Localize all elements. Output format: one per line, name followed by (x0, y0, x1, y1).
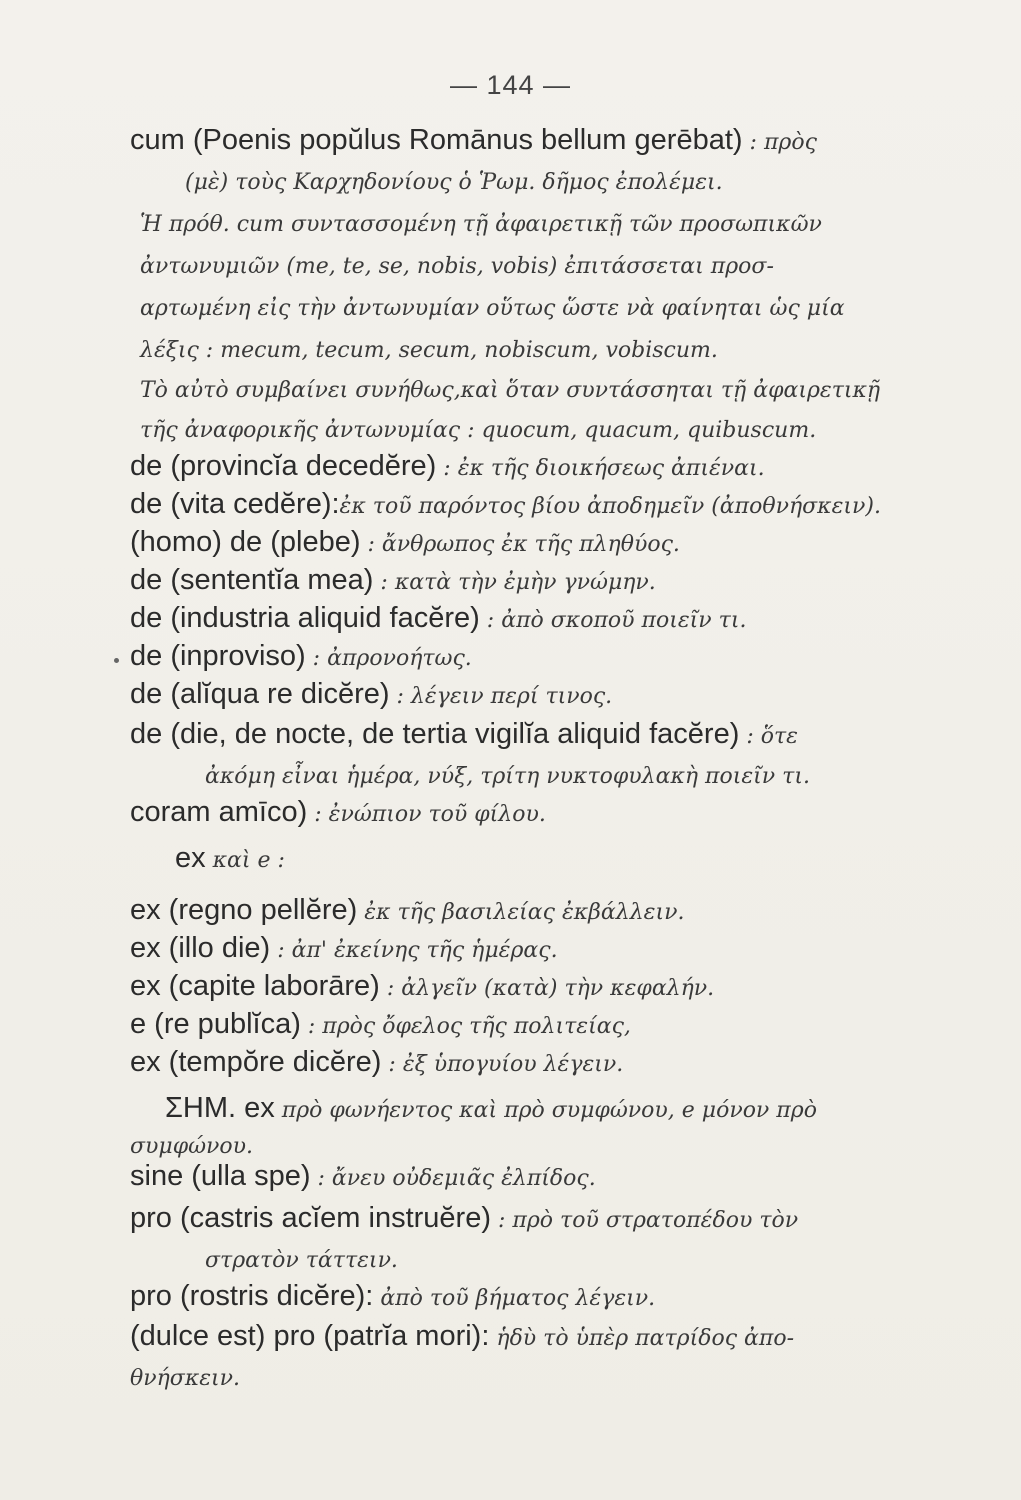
text-line (130, 1158, 596, 1197)
greek-translation: θνήσκειν. (130, 1366, 241, 1391)
greek-translation: : ἐξ ὑπογυίου λέγειν. (381, 1052, 624, 1077)
greek-translation: : πρὸς ὄφελος τῆς πολιτείας, (300, 1014, 631, 1039)
greek-text: Ἡ πρόθ. cum συντασσομένη τῇ ἀφαιρετικῇ τῶν προσωπικῶν (140, 212, 822, 237)
text-line (130, 1278, 655, 1317)
page-number: — 144 — (449, 70, 572, 100)
text-line (140, 370, 880, 409)
text-line (130, 524, 680, 563)
latin-phrase: ex (tempŏre dicĕre) (130, 1046, 382, 1078)
text-line (205, 1240, 398, 1279)
text-line (130, 1006, 631, 1045)
text-line (130, 794, 546, 833)
latin-phrase: de (sententĭa mea) (130, 564, 374, 596)
greek-translation: ἡδὺ τὸ ὑπὲρ πατρίδος ἀπο- (489, 1326, 794, 1351)
greek-translation: : ἀλγεῖν (κατὰ) τὴν κεφαλήν. (379, 976, 715, 1001)
greek-translation: : πρὸς (742, 130, 817, 155)
text-line (140, 288, 845, 327)
text-line (205, 756, 810, 795)
greek-translation: συμφώνου. (130, 1134, 254, 1159)
text-line (130, 676, 612, 715)
latin-phrase: de (industria aliquid facĕre) (130, 602, 480, 634)
greek-translation: : ἀπὸ σκοποῦ ποιεῖν τι. (479, 608, 747, 633)
greek-text: ἀντωνυμιῶν (me, te, se, nobis, vobis) ἐπιτάσσεται προσ- (140, 254, 774, 279)
greek-translation: στρατὸν τάττειν. (205, 1248, 398, 1273)
text-line (130, 968, 714, 1007)
text-line (130, 122, 817, 161)
latin-phrase: ex (capite laborāre) (130, 970, 380, 1002)
greek-translation: : ἀπ' ἐκείνης τῆς ἡμέρας. (270, 938, 558, 963)
greek-translation: : λέγειν περί τινος. (389, 684, 613, 709)
greek-translation: πρὸ φωνήεντος καὶ πρὸ συμφώνου, e μόνον πρὸ (274, 1098, 817, 1123)
greek-translation: : ἄνθρωπος ἐκ τῆς πληθύος. (360, 532, 680, 557)
text-line (130, 448, 765, 487)
greek-text: αρτωμένη εἰς τὴν ἀντωνυμίαν οὕτως ὥστε νὰ φαίνηται ὡς μία (140, 296, 845, 321)
greek-translation: (μὲ) τοὺς Καρχηδονίους ὁ Ῥωμ. δῆμος ἐπολέμει. (185, 170, 723, 195)
greek-translation: : ἐνώπιον τοῦ φίλου. (307, 802, 546, 827)
greek-translation: : ἐκ τῆς διοικήσεως ἀπιέναι. (436, 456, 765, 481)
text-line (130, 1358, 240, 1397)
greek-translation: : ὅτε (739, 724, 798, 749)
section-heading (175, 840, 285, 879)
text-line (140, 204, 822, 243)
greek-translation: : κατὰ τὴν ἐμὴν γνώμην. (373, 570, 656, 595)
latin-phrase: ΣΗΜ. ex (165, 1092, 275, 1124)
greek-translation: : πρὸ τοῦ στρατοπέδου τὸν (491, 1208, 799, 1233)
latin-phrase: de (vita cedĕre): (130, 488, 340, 520)
text-line (140, 330, 718, 369)
latin-phrase: de (inproviso) (130, 640, 306, 672)
greek-translation: : ἄνευ οὐδεμιᾶς ἐλπίδος. (310, 1166, 596, 1191)
text-line (130, 930, 558, 969)
text-line (130, 1044, 623, 1083)
latin-phrase: (dulce est) pro (patrĭa mori): (130, 1320, 490, 1352)
greek-translation: ἀκόμη εἶναι ἡμέρα, νύξ, τρίτη νυκτοφυλακὴ ποιεῖν τι. (205, 764, 810, 789)
text-line (140, 246, 774, 285)
latin-phrase: pro (castris acĭem instruĕre) (130, 1202, 491, 1234)
greek-text: Τὸ αὐτὸ συμβαίνει συνήθως,καὶ ὅταν συντάσσηται τῇ ἀφαιρετικῇ (140, 378, 881, 403)
text-line (140, 410, 816, 449)
text-line (130, 716, 798, 755)
latin-phrase: e (re publĭca) (130, 1008, 301, 1040)
text-line (130, 600, 746, 639)
text-line (130, 892, 684, 931)
greek-translation: ἐκ τῆς βασιλείας ἐκβάλλειν. (357, 900, 685, 925)
greek-translation: καὶ e : (205, 848, 285, 873)
greek-text: τῆς ἀναφορικῆς ἀντωνυμίας : quocum, quacum, quibuscum. (140, 418, 817, 443)
greek-text: λέξις : mecum, tecum, secum, nobiscum, vobiscum. (140, 338, 718, 363)
greek-translation: ἀπὸ τοῦ βήματος λέγειν. (373, 1286, 656, 1311)
latin-phrase: de (alĭqua re dicĕre) (130, 678, 390, 710)
latin-phrase: pro (rostris dicĕre): (130, 1280, 374, 1312)
text-line (130, 1318, 794, 1357)
text-line (130, 486, 881, 525)
latin-phrase: (homo) de (plebe) (130, 526, 361, 558)
text-line (130, 562, 656, 601)
note-line (165, 1090, 817, 1129)
latin-phrase: cum (Poenis popŭlus Romānus bellum gerēbat) (130, 124, 743, 156)
latin-phrase: de (provincĭa decedĕre) (130, 450, 437, 482)
text-line (185, 162, 723, 201)
greek-translation: ἐκ τοῦ παρόντος βίου ἀποδημεῖν (ἀποθνήσκειν). (339, 494, 881, 519)
latin-phrase: coram amīco) (130, 796, 308, 828)
latin-phrase: sine (ulla spe) (130, 1160, 311, 1192)
latin-phrase: ex (175, 842, 206, 874)
text-line (130, 1200, 798, 1239)
latin-phrase: ex (illo die) (130, 932, 271, 964)
greek-translation: : ἀπρονοήτως. (305, 646, 472, 671)
margin-dot (114, 658, 119, 663)
latin-phrase: de (die, de nocte, de tertia vigilĭa aliquid facĕre) (130, 718, 740, 750)
text-line (130, 638, 472, 677)
latin-phrase: ex (regno pellĕre) (130, 894, 358, 926)
